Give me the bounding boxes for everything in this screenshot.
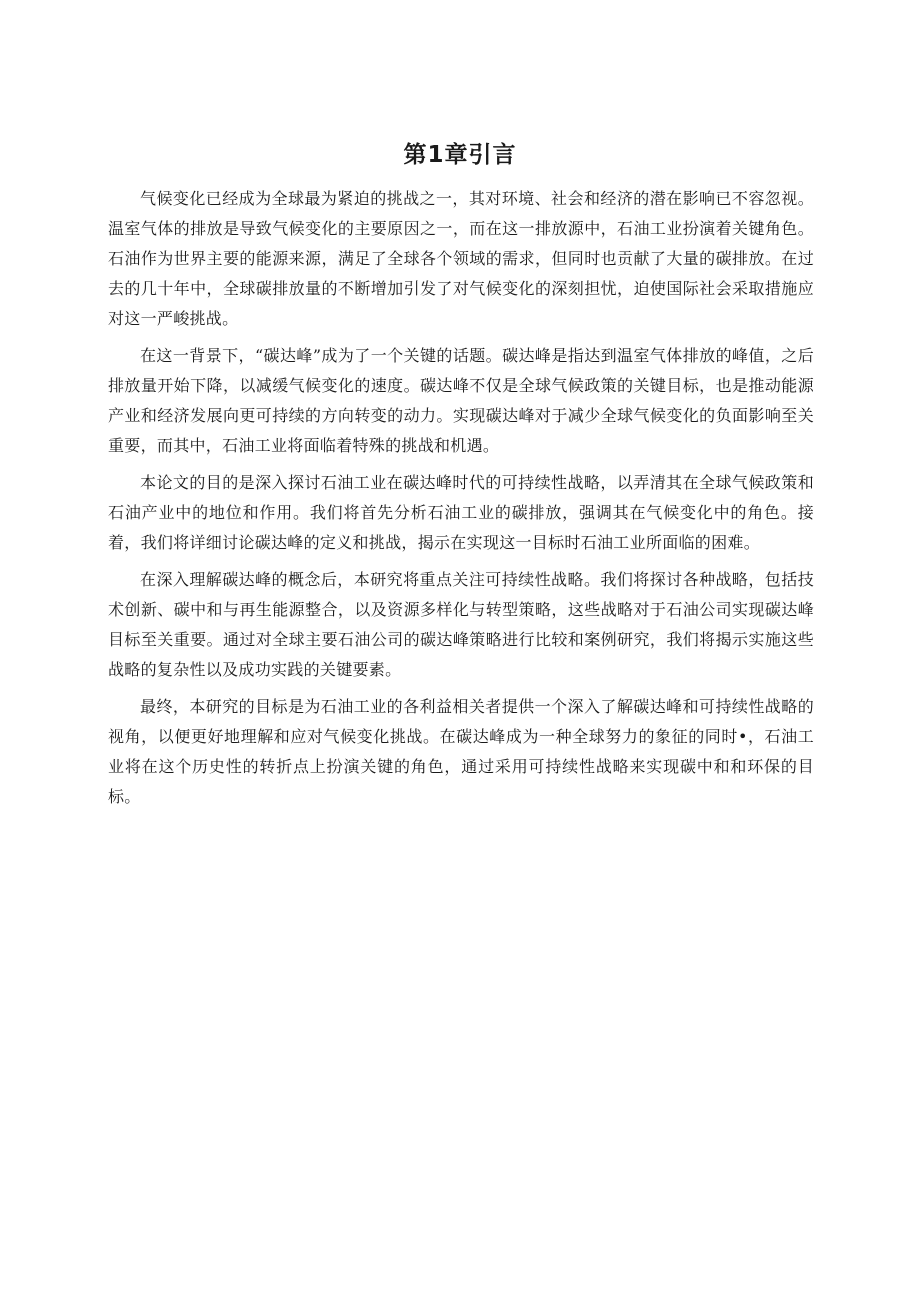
paragraph-5: 最终，本研究的目标是为石油工业的各利益相关者提供一个深入了解碳达峰和可持续性战略的视角，以便更好地理解和应对气候变化挑战。在碳达峰成为一种全球努力的象征的同时•，石油工业将在这个历史性的转折点上扮演关键的角色，通过采用可持续性战略来实现碳中和和环保的目标。: [108, 697, 814, 806]
paragraph-2: 在这一背景下，“碳达峰”成为了一个关键的话题。碳达峰是指达到温室气体排放的峰值，之后排放量开始下降，以减缓气候变化的速度。碳达峰不仅是全球气候政策的关键目标，也是推动能源产业和经济发展向更可持续的方向转变的动力。实现碳达峰对于减少全球气候变化的负面影响至关重要，而其中，石油工业将面临着特殊的挑战和机遇。: [108, 346, 814, 455]
paragraph-4: 在深入理解碳达峰的概念后，本研究将重点关注可持续性战略。我们将探讨各种战略，包括技术创新、碳中和与再生能源整合，以及资源多样化与转型策略，这些战略对于石油公司实现碳达峰目标至关重要。通过对全球主要石油公司的碳达峰策略进行比较和案例研究，我们将揭示实施这些战略的复杂性以及成功实践的关键要素。: [108, 570, 814, 679]
paragraph-1: 气候变化已经成为全球最为紧迫的挑战之一，其对环境、社会和经济的潜在影响已不容忽视。温室气体的排放是导致气候变化的主要原因之一，而在这一排放源中，石油工业扮演着关键角色。石油作为世界主要的能源来源，满足了全球各个领域的需求，但同时也贡献了大量的碳排放。在过去的几十年中，全球碳排放量的不断增加引发了对气候变化的深刻担忧，迫使国际社会采取措施应对这一严峻挑战。: [108, 189, 814, 328]
body-text: [108, 184, 814, 819]
chapter-title: 第1章引言: [403, 142, 517, 168]
paragraph-3: 本论文的目的是深入探讨石油工业在碳达峰时代的可持续性战略，以弄清其在全球气候政策和石油产业中的地位和作用。我们将首先分析石油工业的碳排放，强调其在气候变化中的角色。接着，我们将详细讨论碳达峰的定义和挑战，揭示在实现这一目标时石油工业所面临的困难。: [108, 473, 814, 552]
